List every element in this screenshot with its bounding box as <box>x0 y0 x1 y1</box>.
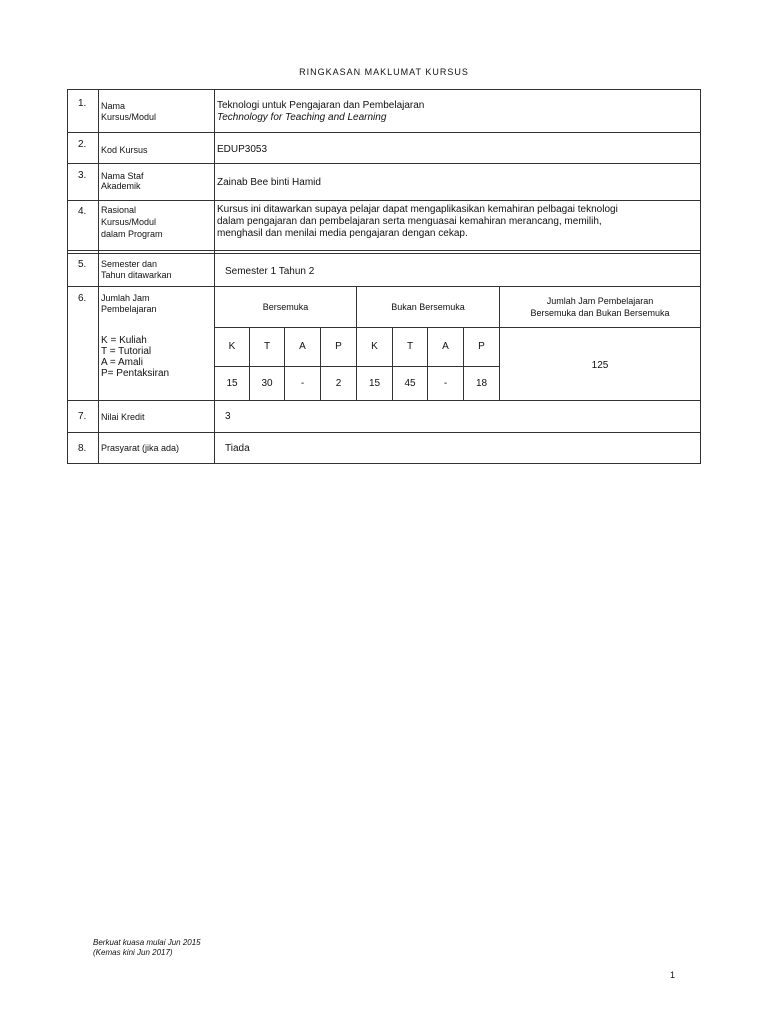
course-name-english: Technology for Teaching and Learning <box>217 112 387 123</box>
row-number: 5. <box>78 259 87 270</box>
row-label: Kod Kursus <box>101 145 148 155</box>
row-divider <box>68 163 700 164</box>
hour-letter: T <box>406 341 414 352</box>
page-number: 1 <box>670 970 676 980</box>
row-label: Jumlah Jam <box>101 293 150 303</box>
total-header: Jumlah Jam Pembelajaran <box>546 296 654 306</box>
rationale-line: dalam pengajaran dan pembelajaran serta menguasai kemahiran merancang, memilih, <box>217 216 602 227</box>
row-number: 7. <box>78 411 87 422</box>
col-divider <box>98 90 99 463</box>
hour-value: 45 <box>404 378 416 389</box>
semester-offered: Semester 1 Tahun 2 <box>225 266 315 277</box>
hour-value: 18 <box>475 378 488 389</box>
row-divider <box>68 132 700 133</box>
row-number: 3. <box>78 170 87 181</box>
hours-divider <box>214 327 700 328</box>
col-divider <box>214 90 215 463</box>
total-hours: 125 <box>591 360 609 371</box>
row-label: Prasyarat (jika ada) <box>101 443 180 453</box>
hour-value: 15 <box>226 378 238 389</box>
row-label: dalam Program <box>101 229 163 239</box>
document-title: RINGKASAN MAKLUMAT KURSUS <box>299 67 469 77</box>
row-divider <box>68 253 700 254</box>
row-label: Semester dan <box>101 259 158 269</box>
course-name: Teknologi untuk Pengajaran dan Pembelajaran <box>217 100 425 111</box>
hour-value: 30 <box>261 378 273 389</box>
row-divider <box>68 286 700 287</box>
rationale-line: Kursus ini ditawarkan supaya pelajar dapat mengaplikasikan kemahiran pelbagai teknologi <box>217 204 618 215</box>
row-number: 2. <box>78 139 87 150</box>
row-number: 8. <box>78 443 87 454</box>
prerequisite-value: Tiada <box>225 443 250 454</box>
group-header-bukan-bersemuka: Bukan Bersemuka <box>391 302 465 312</box>
academic-staff: Zainab Bee binti Hamid <box>217 177 321 188</box>
row-label: Rasional <box>101 205 137 215</box>
hour-letter: A <box>299 341 306 352</box>
row-label: Kursus/Modul <box>101 112 157 122</box>
hour-value: 2 <box>335 378 342 389</box>
group-header-bersemuka: Bersemuka <box>262 302 309 312</box>
row-label: Akademik <box>101 181 141 191</box>
hour-value: 15 <box>368 378 381 389</box>
hour-value: - <box>443 378 448 389</box>
updated-date: (Kemas kini Jun 2017) <box>93 948 173 957</box>
credit-value: 3 <box>225 411 231 422</box>
row-label: Kursus/Modul <box>101 217 157 227</box>
row-label: Nama <box>101 101 126 111</box>
legend-item: P= Pentaksiran <box>101 368 170 379</box>
row-number: 4. <box>78 206 87 217</box>
course-code: EDUP3053 <box>217 144 268 155</box>
row-number: 6. <box>78 293 87 304</box>
row-divider <box>68 250 700 251</box>
course-summary-table <box>67 89 701 464</box>
rationale-line: menghasil dan menilai media pengajaran dengan cekap. <box>217 228 468 239</box>
row-label: Nama Staf <box>101 171 144 181</box>
row-label: Tahun ditawarkan <box>101 270 172 280</box>
row-label: Pembelajaran <box>101 304 157 314</box>
legend-item: K = Kuliah <box>101 335 147 346</box>
legend-item: A = Amali <box>101 357 143 368</box>
row-divider <box>68 432 700 433</box>
legend-item: T = Tutorial <box>101 346 152 357</box>
hour-value: - <box>300 378 305 389</box>
row-divider <box>68 200 700 201</box>
row-divider <box>68 400 700 401</box>
hour-letter: T <box>263 341 271 352</box>
hour-letter: P <box>478 341 485 352</box>
row-number: 1. <box>78 98 87 109</box>
hour-letter: K <box>371 341 378 352</box>
row-label: Nilai Kredit <box>101 412 145 422</box>
hour-letter: A <box>442 341 449 352</box>
document-footer <box>93 938 201 958</box>
effective-date: Berkuat kuasa mulai Jun 2015 <box>93 938 201 947</box>
hour-letter: K <box>228 341 236 352</box>
hour-letter: P <box>335 341 342 352</box>
total-header: Bersemuka dan Bukan Bersemuka <box>530 308 670 318</box>
